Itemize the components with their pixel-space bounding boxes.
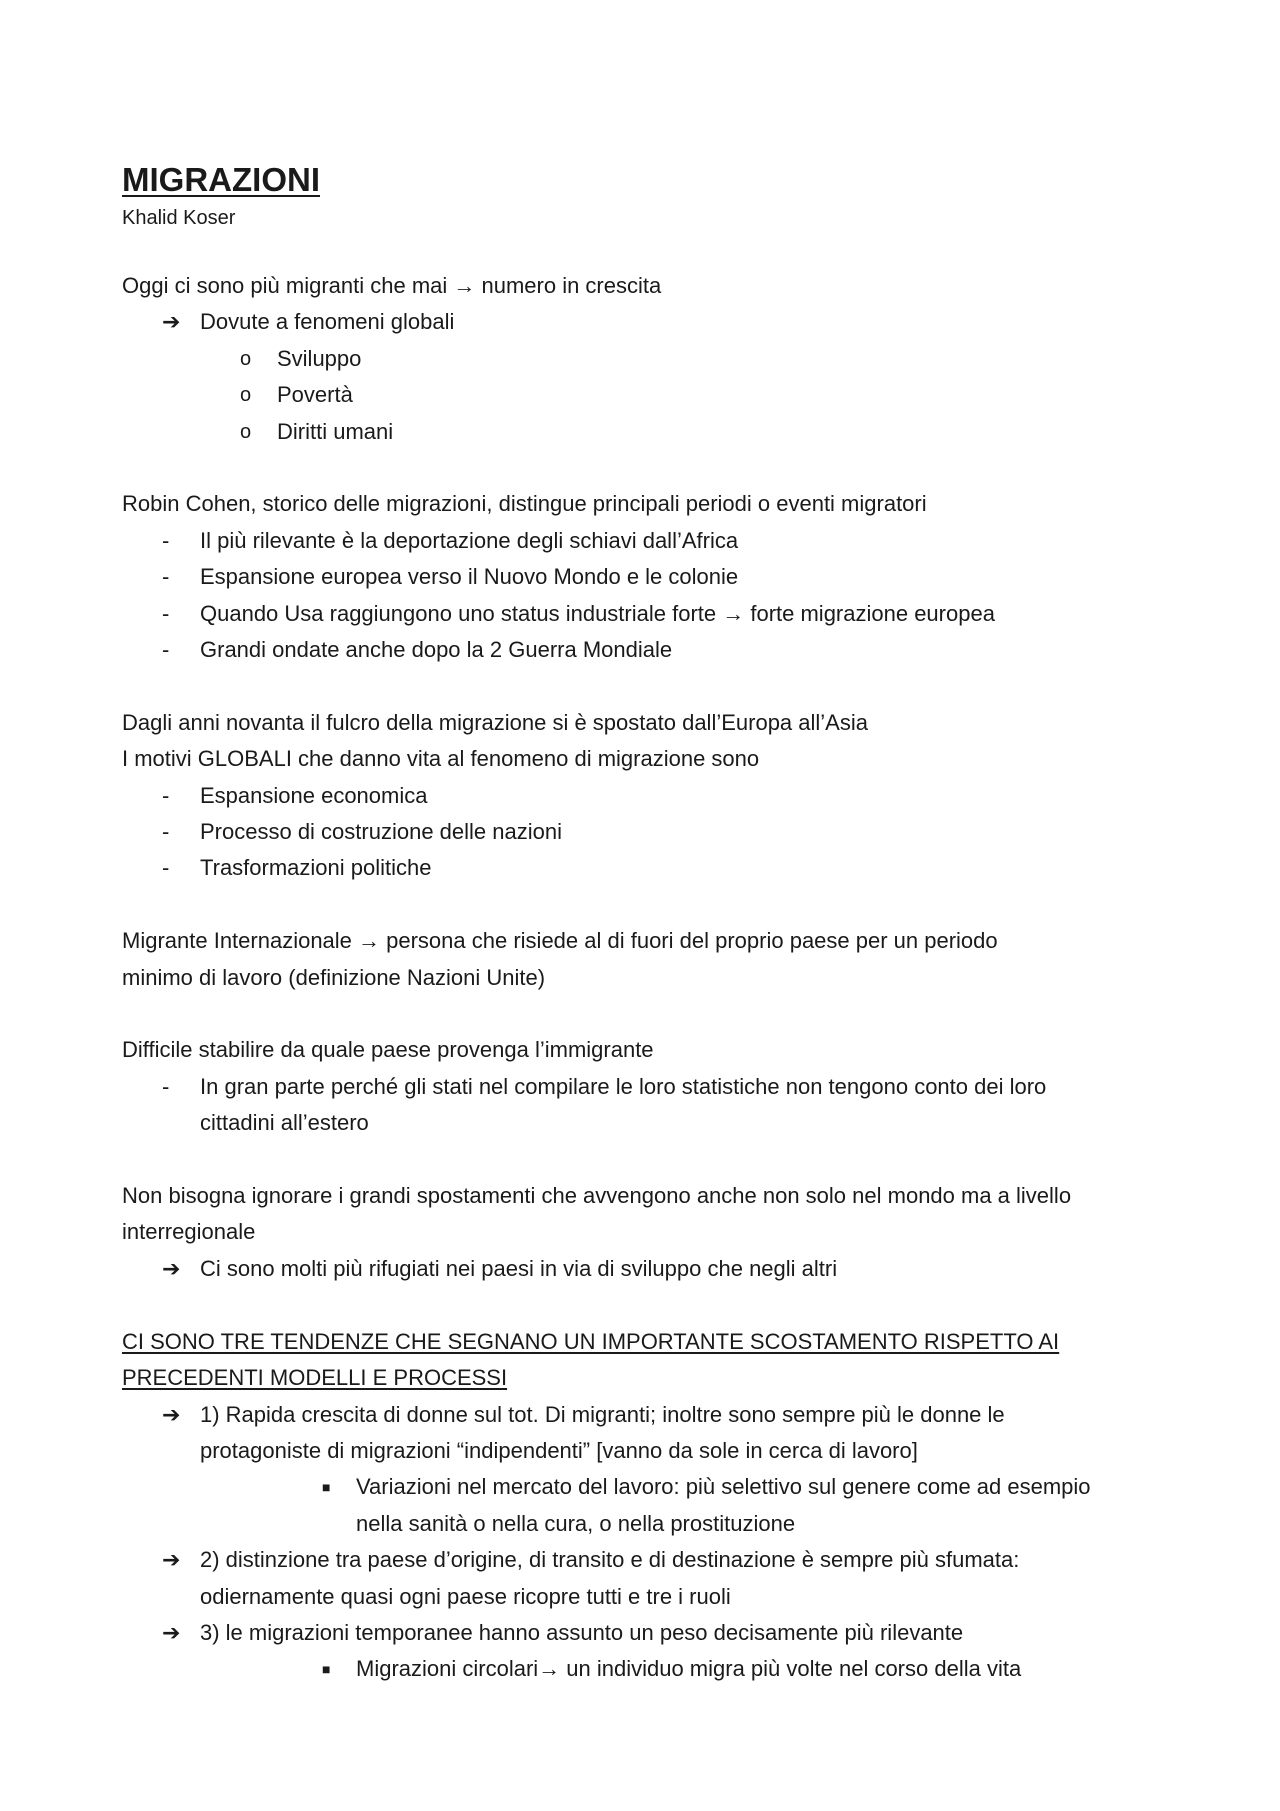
list-item-text: Espansione europea verso il Nuovo Mondo e le colonie <box>200 564 739 590</box>
dash-bullet-icon: - <box>162 782 170 808</box>
list-item-text: 2) distinzione tra paese d’origine, di transito e di destinazione è sempre più sfumata: <box>200 1547 1020 1573</box>
section-heading-line2: PRECEDENTI MODELLI E PROCESSI <box>122 1365 508 1391</box>
list-item <box>122 304 1172 340</box>
circle-bullet-icon: o <box>240 384 252 407</box>
list-item <box>122 1251 1172 1287</box>
list-item-text: Espansione economica <box>200 782 428 808</box>
paragraph-interregional-line2: interregionale <box>122 1219 256 1245</box>
list-item-text: Sviluppo <box>277 345 362 371</box>
list-item-text: Trasformazioni politiche <box>200 855 432 881</box>
list-item-text: Variazioni nel mercato del lavoro: più selettivo sul genere come ad esempio <box>356 1474 1091 1500</box>
dash-bullet-icon: - <box>162 819 170 845</box>
spacer <box>122 887 1172 923</box>
spacer <box>122 668 1172 704</box>
list-item-text-continued: nella sanità o nella cura, o nella prostituzione <box>356 1510 796 1536</box>
dash-bullet-icon: - <box>162 855 170 881</box>
arrow-bullet-icon: ➔ <box>162 1619 181 1645</box>
list-item-text: In gran parte perché gli stati nel compilare le loro statistiche non tengono conto dei loro <box>200 1073 1047 1099</box>
list-item <box>122 1651 1172 1687</box>
list-item <box>122 1397 1172 1470</box>
dash-bullet-icon: - <box>162 1073 170 1099</box>
dash-bullet-icon: - <box>162 637 170 663</box>
list-item-text: Dovute a fenomeni globali <box>200 309 455 335</box>
list-item <box>122 1469 1172 1542</box>
list-item <box>122 1069 1172 1142</box>
document-title: MIGRAZIONI <box>122 161 320 198</box>
dash-list <box>122 523 1172 669</box>
list-item <box>122 596 1172 632</box>
dash-list <box>122 1069 1172 1142</box>
document-author: Khalid Koser <box>122 207 236 229</box>
square-bullet-icon: ■ <box>322 1661 331 1678</box>
list-item <box>122 341 1172 377</box>
paragraph-global-motives: I motivi GLOBALI che danno vita al fenomeno di migrazione sono <box>122 746 760 772</box>
list-item <box>122 1542 1172 1615</box>
dash-bullet-icon: - <box>162 600 170 626</box>
dash-bullet-icon: - <box>162 564 170 590</box>
circle-bullet-icon: o <box>240 347 252 370</box>
square-bullet-icon: ■ <box>322 1479 331 1496</box>
arrow-list <box>122 304 1172 450</box>
arrow-bullet-icon: ➔ <box>162 1547 181 1573</box>
paragraph-definition-line1: Migrante Internazionale → persona che risiede al di fuori del proprio paese per un periodo <box>122 928 998 954</box>
document-page <box>122 160 1172 1688</box>
list-item-text: Il più rilevante è la deportazione degli schiavi dall’Africa <box>200 527 739 553</box>
paragraph-robin-cohen: Robin Cohen, storico delle migrazioni, distingue principali periodi o eventi migratori <box>122 491 927 517</box>
spacer <box>122 996 1172 1032</box>
list-item-text: 3) le migrazioni temporanee hanno assunto un peso decisamente più rilevante <box>200 1619 964 1645</box>
section-heading-line1: CI SONO TRE TENDENZE CHE SEGNANO UN IMPORTANTE SCOSTAMENTO RISPETTO AI <box>122 1328 1060 1354</box>
list-item <box>122 414 1172 450</box>
list-item-text: 1) Rapida crescita di donne sul tot. Di migranti; inoltre sono sempre più le donne le <box>200 1401 1005 1427</box>
list-item-text-continued: odiernamente quasi ogni paese ricopre tutti e tre i ruoli <box>200 1583 731 1609</box>
circle-bullet-icon: o <box>240 420 252 443</box>
arrow-list <box>122 1397 1172 1688</box>
list-item-text-continued: protagoniste di migrazioni “indipendenti” [vanno da sole in cerca di lavoro] <box>200 1437 918 1463</box>
list-item <box>122 850 1172 886</box>
paragraph-nineties: Dagli anni novanta il fulcro della migrazione si è spostato dall’Europa all’Asia <box>122 709 868 735</box>
list-item-text: Migrazioni circolari→ un individuo migra più volte nel corso della vita <box>356 1656 1022 1682</box>
list-item <box>122 632 1172 668</box>
list-item-text: Ci sono molti più rifugiati nei paesi in via di sviluppo che negli altri <box>200 1255 838 1281</box>
dash-list <box>122 778 1172 887</box>
list-item <box>122 778 1172 814</box>
list-item-text: Quando Usa raggiungono uno status industriale forte → forte migrazione europea <box>200 600 995 626</box>
list-item <box>122 559 1172 595</box>
spacer <box>122 1287 1172 1323</box>
list-item-text-continued: cittadini all’estero <box>200 1110 369 1136</box>
list-item <box>122 1615 1172 1651</box>
arrow-list <box>122 1251 1172 1287</box>
list-item-text: Povertà <box>277 382 353 408</box>
spacer <box>122 1142 1172 1178</box>
list-item-text: Diritti umani <box>277 418 394 444</box>
paragraph-origin-difficulty: Difficile stabilire da quale paese provenga l’immigrante <box>122 1037 654 1063</box>
list-item-text: Grandi ondate anche dopo la 2 Guerra Mondiale <box>200 637 673 663</box>
paragraph-migrants-growth: Oggi ci sono più migranti che mai → numero in crescita <box>122 273 662 298</box>
arrow-bullet-icon: ➔ <box>162 1401 181 1427</box>
arrow-bullet-icon: ➔ <box>162 1255 181 1281</box>
list-item <box>122 377 1172 413</box>
list-item <box>122 814 1172 850</box>
paragraph-definition-line2: minimo di lavoro (definizione Nazioni Unite) <box>122 964 546 990</box>
list-item-text: Processo di costruzione delle nazioni <box>200 819 562 845</box>
spacer <box>122 450 1172 486</box>
paragraph-interregional-line1: Non bisogna ignorare i grandi spostamenti che avvengono anche non solo nel mondo ma a livello <box>122 1183 1072 1209</box>
dash-bullet-icon: - <box>162 527 170 553</box>
arrow-bullet-icon: ➔ <box>162 309 181 335</box>
list-item <box>122 523 1172 559</box>
